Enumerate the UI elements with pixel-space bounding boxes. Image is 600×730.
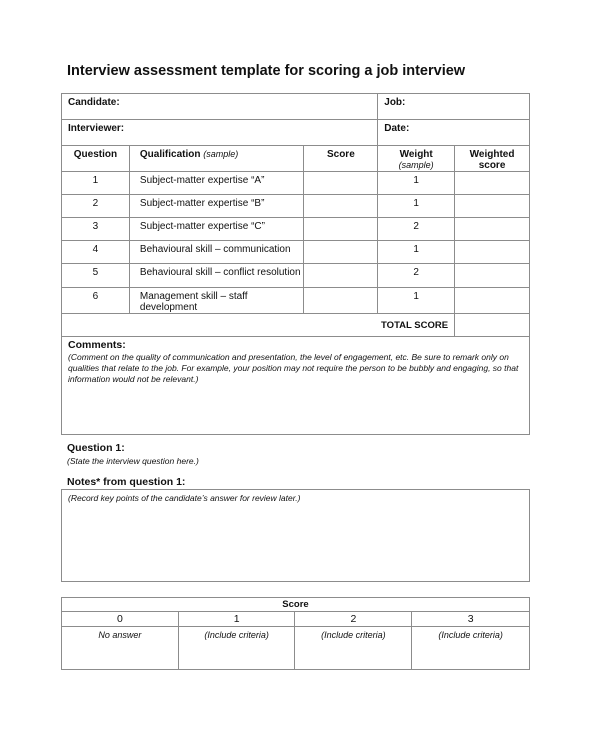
interviewer-label: Interviewer: <box>68 123 125 134</box>
col-weight-label: Weight <box>399 149 433 160</box>
col-weighted-label: Weighted score <box>469 149 515 171</box>
interviewer-row <box>62 120 530 146</box>
row-number: 2 <box>62 195 130 218</box>
row-weighted-cell[interactable] <box>455 264 530 288</box>
row-score-cell[interactable] <box>304 172 378 195</box>
comments-title: Comments: <box>68 339 126 351</box>
row-weighted-cell[interactable] <box>455 241 530 264</box>
score-level-value: 3 <box>412 612 530 627</box>
question1-title: Question 1: <box>67 442 125 454</box>
row-weight: 1 <box>378 195 455 218</box>
question1-note: (State the interview question here.) <box>67 456 199 466</box>
table-row <box>62 288 530 314</box>
table-row <box>62 218 530 241</box>
row-number: 1 <box>62 172 130 195</box>
col-weight-note: (sample) <box>398 160 434 170</box>
col-qualification-note: (sample) <box>203 149 239 159</box>
job-field[interactable] <box>378 94 530 120</box>
row-number: 3 <box>62 218 130 241</box>
row-qualification: Behavioural skill – communication <box>129 241 304 264</box>
total-score-cell[interactable] <box>455 314 530 337</box>
score-level-value: 1 <box>178 612 295 627</box>
row-weight: 1 <box>378 241 455 264</box>
row-weighted-cell[interactable] <box>455 218 530 241</box>
row-qualification: Subject-matter expertise “A” <box>129 172 304 195</box>
col-question-label: Question <box>73 149 118 160</box>
row-weight: 1 <box>378 288 455 314</box>
notes1-field[interactable] <box>62 490 530 582</box>
row-qualification: Behavioural skill – conflict resolution <box>129 264 304 288</box>
total-score-label: TOTAL SCORE <box>62 314 455 337</box>
comments-row <box>62 337 530 435</box>
assessment-table <box>61 93 530 435</box>
row-score-cell[interactable] <box>304 218 378 241</box>
candidate-row <box>62 94 530 120</box>
row-score-cell[interactable] <box>304 241 378 264</box>
table-row <box>62 264 530 288</box>
date-label: Date: <box>384 123 410 134</box>
col-qualification-header <box>129 146 304 172</box>
row-qualification: Management skill – staff development <box>129 288 304 314</box>
score-level-value: 0 <box>62 612 179 627</box>
table-row <box>62 195 530 218</box>
date-field[interactable] <box>378 120 530 146</box>
col-weight-header <box>378 146 455 172</box>
table-row <box>62 241 530 264</box>
row-number: 5 <box>62 264 130 288</box>
row-number: 4 <box>62 241 130 264</box>
notes1-note: (Record key points of the candidate’s answer for review later.) <box>68 493 301 503</box>
row-weight: 2 <box>378 264 455 288</box>
row-number: 6 <box>62 288 130 314</box>
notes1-box <box>61 489 530 582</box>
score-level-desc: (Include criteria) <box>178 627 295 670</box>
row-score-cell[interactable] <box>304 264 378 288</box>
score-level-desc: (Include criteria) <box>295 627 412 670</box>
row-weight: 2 <box>378 218 455 241</box>
table-header-row <box>62 146 530 172</box>
row-qualification: Subject-matter expertise “C” <box>129 218 304 241</box>
col-score-label: Score <box>326 149 355 160</box>
col-score-header <box>304 146 378 172</box>
score-level-desc: No answer <box>62 627 179 670</box>
candidate-label: Candidate: <box>68 97 120 108</box>
score-level-desc: (Include criteria) <box>412 627 530 670</box>
interviewer-field[interactable] <box>62 120 378 146</box>
row-weighted-cell[interactable] <box>455 288 530 314</box>
comments-note: (Comment on the quality of communication and presentation, the level of engagement, etc. Be sure to remark only on qualities that relate to the job. For example, your position may not require the person to be bubbly and engaging, so that information would not be relevant.) <box>68 352 519 384</box>
score-scale-title: Score <box>62 598 530 612</box>
table-row <box>62 172 530 195</box>
col-weighted-header <box>455 146 530 172</box>
row-weight: 1 <box>378 172 455 195</box>
comments-box[interactable] <box>62 337 530 435</box>
row-weighted-cell[interactable] <box>455 195 530 218</box>
col-question-header <box>62 146 130 172</box>
score-scale-table <box>61 597 530 670</box>
notes1-title: Notes* from question 1: <box>67 476 186 488</box>
document-title: Interview assessment template for scoring a job interview <box>67 63 466 79</box>
candidate-field[interactable] <box>62 94 378 120</box>
row-score-cell[interactable] <box>304 288 378 314</box>
row-qualification: Subject-matter expertise “B” <box>129 195 304 218</box>
job-label: Job: <box>384 97 406 108</box>
row-weighted-cell[interactable] <box>455 172 530 195</box>
row-score-cell[interactable] <box>304 195 378 218</box>
total-row <box>62 314 530 337</box>
score-level-value: 2 <box>295 612 412 627</box>
col-qualification-label: Qualification <box>139 149 201 160</box>
